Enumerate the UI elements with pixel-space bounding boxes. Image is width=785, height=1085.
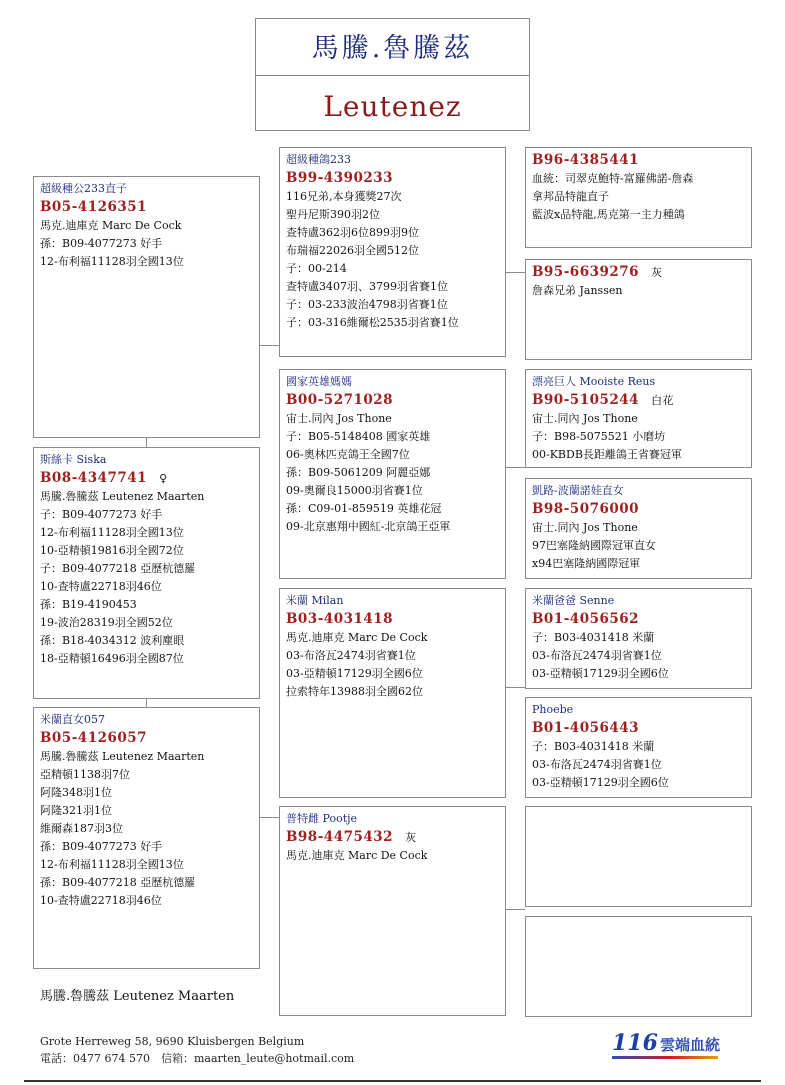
logo-number: 116 <box>612 1030 658 1056</box>
pedigree-detail-line: 18-亞精頓16496羽全國87位 <box>40 652 184 665</box>
connector-line <box>506 467 525 468</box>
pedigree-detail-line: 116兄弟,本身獲獎27次 <box>286 190 402 203</box>
pedigree-detail-line: 孫：C09-01-859519 英雄花冠 <box>286 502 442 515</box>
pedigree-detail-line: 10-亞精頓19816羽全國72位 <box>40 544 184 557</box>
pedigree-detail-line: 子：03-316維爾松2535羽省賽1位 <box>286 316 459 329</box>
phone-email-text: 電話：0477 674 570 信箱：maarten_leute@hotmail.com <box>40 1052 355 1065</box>
pedigree-detail-line: 亞精頓1138羽7位 <box>40 768 130 781</box>
sex-color-mark: 灰 <box>651 266 663 279</box>
pedigree-card-dss[interactable] <box>525 588 752 689</box>
pedigree-detail-line: 孫：B18-4034312 波利塵眼 <box>40 634 185 647</box>
pedigree-card-sire-dam[interactable] <box>279 369 506 579</box>
pedigree-detail-line: 維爾森187羽3位 <box>40 822 123 835</box>
pigeon-name: 米蘭爸爸 Senne <box>532 594 615 607</box>
footer-breeder-name: 馬騰.魯騰茲 Leutenez Maarten <box>40 989 235 1004</box>
ring-number-text: B01-4056443 <box>532 720 640 736</box>
pedigree-detail-line: 宙士.同內 Jos Thone <box>532 521 638 534</box>
pedigree-detail-line: 詹森兄弟 Janssen <box>532 284 623 297</box>
pedigree-detail-line: 聖丹尼斯390羽2位 <box>286 208 380 221</box>
sex-color-mark: 白花 <box>651 394 675 407</box>
pedigree-detail-line: 孫：B09-4077273 好手 <box>40 840 163 853</box>
pedigree-detail-line: 03-亞精頓17129羽全國6位 <box>286 667 423 680</box>
pedigree-detail-line: 拉索特年13988羽全國62位 <box>286 685 423 698</box>
ring-number-text: B00-5271028 <box>286 392 394 408</box>
ring-number <box>532 719 745 738</box>
pedigree-detail-line: 血統：司翠克鮑特-富羅佛諾-詹森 <box>532 172 694 185</box>
pedigree-detail-line: 00-KBDB長距離鴿王省賽冠軍 <box>532 448 682 461</box>
pedigree-detail-line: 03-布洛瓦2474羽省賽1位 <box>532 649 662 662</box>
pigeon-name: 漂亮巨人 Mooiste Reus <box>532 375 656 388</box>
pedigree-detail-line: 子：B05-5148408 國家英雄 <box>286 430 431 443</box>
pedigree-detail-line: 宙士.同內 Jos Thone <box>532 412 638 425</box>
ring-number-text: B99-4390233 <box>286 170 394 186</box>
pedigree-detail-line: 孫：B09-5061209 阿麗亞娜 <box>286 466 431 479</box>
sex-color-mark: ♀ <box>159 472 168 485</box>
sex-color-mark: 灰 <box>405 831 417 844</box>
pedigree-detail-line: 查特盧3407羽、3799羽省賽1位 <box>286 280 448 293</box>
pedigree-detail-line: 孫：B19-4190453 <box>40 598 137 611</box>
ring-number <box>286 610 499 629</box>
logo-underline <box>612 1056 718 1059</box>
pedigree-card-sire[interactable] <box>33 176 260 438</box>
ring-number <box>532 610 745 629</box>
pedigree-detail-line: 馬騰.魯騰茲 Leutenez Maarten <box>40 750 205 763</box>
pedigree-detail-line: 子：B03-4031418 米蘭 <box>532 740 655 753</box>
pedigree-detail-line: 12-布利福11128羽全國13位 <box>40 858 184 871</box>
pedigree-card-sire-sire[interactable] <box>279 147 506 357</box>
ring-number <box>286 828 499 847</box>
pedigree-detail-line: 06-奧林匹克鴿王全國7位 <box>286 448 410 461</box>
pigeon-name: 米蘭 Milan <box>286 594 344 607</box>
pedigree-detail-line: 19-波治28319羽全國52位 <box>40 616 173 629</box>
ring-number-text: B01-4056562 <box>532 611 640 627</box>
pedigree-card-dam-dam[interactable] <box>279 806 506 1016</box>
pedigree-detail-line: 查特盧362羽6位899羽9位 <box>286 226 419 239</box>
pedigree-detail-line: 拿邦品特龍直子 <box>532 190 609 203</box>
pedigree-detail-line: 馬克.迪庫克 Marc De Cock <box>286 849 428 862</box>
pedigree-detail-line: 子：B98-5075521 小磨坊 <box>532 430 666 443</box>
ring-number <box>532 500 745 519</box>
pedigree-detail-line: 阿隆321羽1位 <box>40 804 112 817</box>
ring-number <box>40 198 253 217</box>
ring-number-text: B05-4126351 <box>40 199 148 215</box>
pedigree-card-ssd[interactable] <box>525 259 752 360</box>
logo-text: 雲端血統 <box>659 1036 720 1054</box>
pedigree-detail-line: 子：B09-4077218 亞歷杭德羅 <box>40 562 196 575</box>
pedigree-card-sds[interactable] <box>525 369 752 468</box>
pedigree-detail-line: 阿隆348羽1位 <box>40 786 112 799</box>
pedigree-detail-line: 子：00-214 <box>286 262 347 275</box>
ring-number <box>532 263 745 282</box>
pedigree-detail-line: 子：B03-4031418 米蘭 <box>532 631 655 644</box>
pedigree-detail-line: 03-布洛瓦2474羽省賽1位 <box>286 649 416 662</box>
ring-number-text: B08-4347741 <box>40 470 148 486</box>
ring-number-text: B96-4385441 <box>532 152 640 168</box>
pigeon-name: 超級種公233直子 <box>40 182 127 195</box>
pedigree-detail-line: 藍波x品特龍,馬克第一主力種鴿 <box>532 208 685 221</box>
pedigree-card-dds-empty <box>525 806 752 907</box>
ring-number-text: B03-4031418 <box>286 611 394 627</box>
pedigree-detail-line: 97巴塞隆納國際冠軍直女 <box>532 539 656 552</box>
breeder-name-english: Leutenez <box>323 90 462 123</box>
ring-number-text: B98-5076000 <box>532 501 640 517</box>
breeder-name-chinese: 馬騰.魯騰茲 <box>256 19 529 76</box>
pedigree-detail-line: 馬克.迪庫克 Marc De Cock <box>40 219 182 232</box>
pedigree-detail-line: 孫：B09-4077218 亞歷杭德羅 <box>40 876 196 889</box>
pedigree-card-sdd[interactable] <box>525 478 752 579</box>
connector-line <box>260 817 279 818</box>
pedigree-detail-line: 宙士.同內 Jos Thone <box>286 412 392 425</box>
pigeon-name: 凱路-波蘭諾娃直女 <box>532 484 624 497</box>
contact-info <box>40 1033 354 1067</box>
pedigree-detail-line: 布瑞福22026羽全國512位 <box>286 244 419 257</box>
pigeon-name: 斯絲卡 Siska <box>40 453 107 466</box>
pigeon-name: 超級種鴿233 <box>286 153 351 166</box>
pedigree-detail-line: 孫：B09-4077273 好手 <box>40 237 163 250</box>
ring-number-text: B05-4126057 <box>40 730 148 746</box>
pedigree-detail-line: 03-布洛瓦2474羽省賽1位 <box>532 758 662 771</box>
pedigree-card-dam[interactable] <box>33 707 260 969</box>
pigeon-name: Phoebe <box>532 703 574 716</box>
ring-number <box>40 469 253 488</box>
ring-number <box>286 169 499 188</box>
pedigree-detail-line: 子：B09-4077273 好手 <box>40 508 163 521</box>
ring-number <box>532 391 745 410</box>
pedigree-detail-line: 子：03-233波治4798羽省賽1位 <box>286 298 448 311</box>
pedigree-card-dam-sire[interactable] <box>279 588 506 798</box>
pigeon-name: 國家英雄媽媽 <box>286 375 352 388</box>
address-text: Grote Herreweg 58, 9690 Kluisbergen Belgium <box>40 1035 305 1048</box>
pedigree-detail-line: 10-查特盧22718羽46位 <box>40 580 162 593</box>
pedigree-detail-line: 10-查特盧22718羽46位 <box>40 894 162 907</box>
ring-number <box>286 391 499 410</box>
pedigree-detail-line: 09-奧爾良15000羽省賽1位 <box>286 484 423 497</box>
pedigree-card-sss[interactable] <box>525 147 752 248</box>
connector-line <box>146 699 147 707</box>
pedigree-detail-line: 馬克.迪庫克 Marc De Cock <box>286 631 428 644</box>
pigeon-name: 米蘭直女057 <box>40 713 105 726</box>
pedigree-card-ddd-empty <box>525 916 752 1017</box>
pedigree-detail-line: 03-亞精頓17129羽全國6位 <box>532 776 669 789</box>
ring-number <box>40 729 253 748</box>
pedigree-detail-line: 03-亞精頓17129羽全國6位 <box>532 667 669 680</box>
ring-number-text: B90-5105244 <box>532 392 640 408</box>
pedigree-detail-line: 12-布利福11128羽全國13位 <box>40 255 184 268</box>
pedigree-detail-line: 12-布利福11128羽全國13位 <box>40 526 184 539</box>
connector-line <box>260 345 279 346</box>
ring-number <box>532 151 745 170</box>
ring-number-text: B95-6639276 <box>532 264 640 280</box>
connector-line <box>146 438 147 447</box>
pedigree-card-dsd[interactable] <box>525 697 752 798</box>
pedigree-detail-line: 09-北京惠翔中國紅-北京鴿王亞軍 <box>286 520 451 533</box>
pedigree-card-subject[interactable] <box>33 447 260 699</box>
connector-line <box>506 909 525 910</box>
page-divider <box>24 1080 761 1082</box>
ring-number-text: B98-4475432 <box>286 829 394 845</box>
connector-line <box>506 687 525 688</box>
pedigree-detail-line: 馬騰.魯騰茲 Leutenez Maarten <box>40 490 205 503</box>
title-box <box>255 18 530 131</box>
site-logo[interactable] <box>612 1030 720 1056</box>
pigeon-name: 普特雌 Pootje <box>286 812 358 825</box>
connector-line <box>506 272 525 273</box>
pedigree-detail-line: x94巴塞隆納國際冠軍 <box>532 557 641 570</box>
